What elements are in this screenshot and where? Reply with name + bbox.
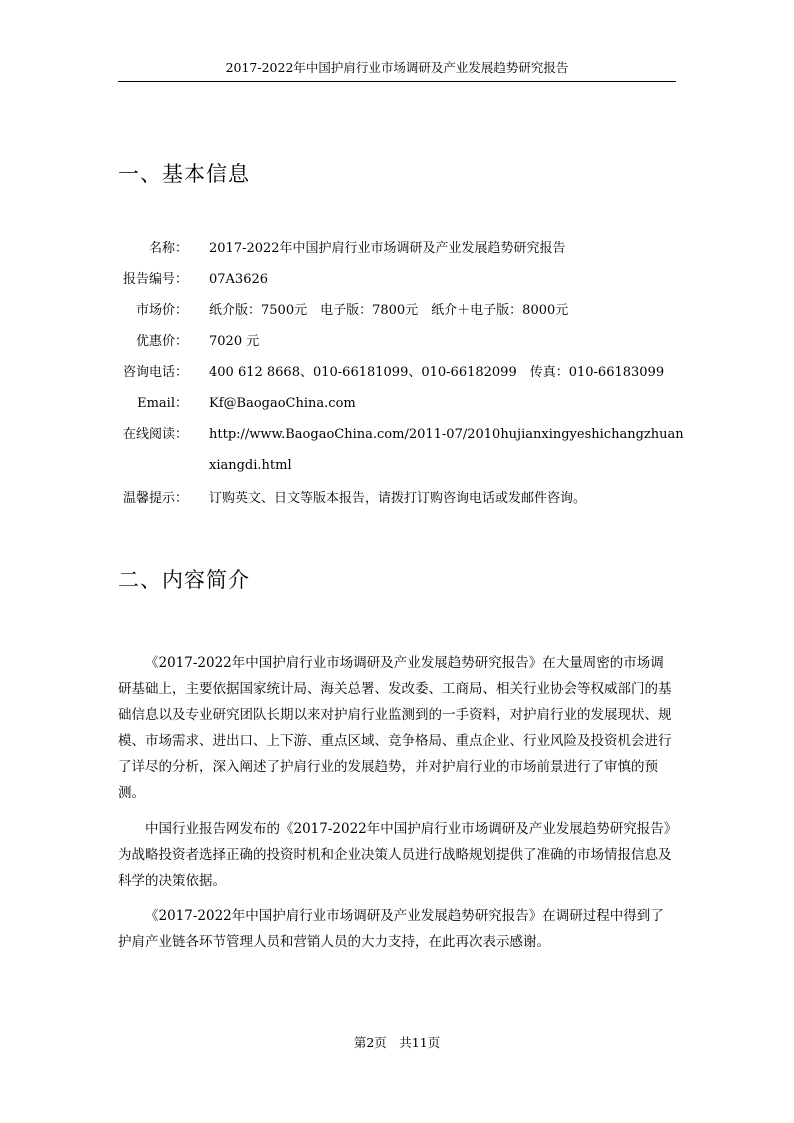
summary-paragraph-1: 《2017-2022年中国护肩行业市场调研及产业发展趋势研究报告》在大量周密的市场调研基础上，主要依据国家统计局、海关总署、发改委、工商局、相关行业协会等权威部门的基础信息以及专业研究团队长期以来对护肩行业监测到的一手资料，对护肩行业的发展现状、规模、市场需求、进出口、上下游、重点区域、竞争格局、重点企业、行业风险及投资机会进行了详尽的分析，深入阐述了护肩行业的发展趋势，并对护肩行业的市场前景进行了审慎的预测。 xyxy=(118,655,672,801)
info-label: 优惠价： xyxy=(135,334,188,349)
info-label: 在线阅读： xyxy=(122,427,188,442)
page-footer: 第2页 共11页 xyxy=(353,1035,441,1050)
info-value: 07A3626 xyxy=(209,272,269,287)
info-value: 400 612 8668、010-66181099、010-66182099 传真：010-66183099 xyxy=(209,365,665,380)
section-title-basic-info: 一、基本信息 xyxy=(118,162,250,186)
info-label: 名称： xyxy=(148,241,188,256)
header-divider xyxy=(118,81,676,82)
info-label: 咨询电话： xyxy=(122,365,188,380)
info-label: 报告编号： xyxy=(122,272,188,287)
info-value: 2017-2022年中国护肩行业市场调研及产业发展趋势研究报告 xyxy=(209,241,566,256)
info-value-link[interactable]: http://www.BaogaoChina.com/2011-07/2010hujianxingyeshichangzhuanxiangdi.html xyxy=(209,427,684,473)
page-header-title: 2017-2022年中国护肩行业市场调研及产业发展趋势研究报告 xyxy=(225,60,569,75)
section-title-summary: 二、内容简介 xyxy=(118,568,250,592)
info-label: Email： xyxy=(137,396,188,411)
info-value: 订购英文、日文等版本报告，请拨打订购咨询电话或发邮件咨询。 xyxy=(209,491,587,506)
info-label: 温馨提示： xyxy=(122,491,188,506)
summary-paragraph-3: 《2017-2022年中国护肩行业市场调研及产业发展趋势研究报告》在调研过程中得到了护肩产业链各环节管理人员和营销人员的大力支持，在此再次表示感谢。 xyxy=(118,908,664,950)
info-label: 市场价： xyxy=(135,303,188,318)
summary-paragraph-2: 中国行业报告网发布的《2017-2022年中国护肩行业市场调研及产业发展趋势研究报告》为战略投资者选择正确的投资时机和企业决策人员进行战略规划提供了准确的市场情报信息及科学的决策依据。 xyxy=(118,821,672,889)
info-value: 纸介版：7500元 电子版：7800元 纸介＋电子版：8000元 xyxy=(209,303,569,318)
info-value[interactable]: Kf@BaogaoChina.com xyxy=(209,396,356,411)
info-value: 7020 元 xyxy=(209,334,260,349)
